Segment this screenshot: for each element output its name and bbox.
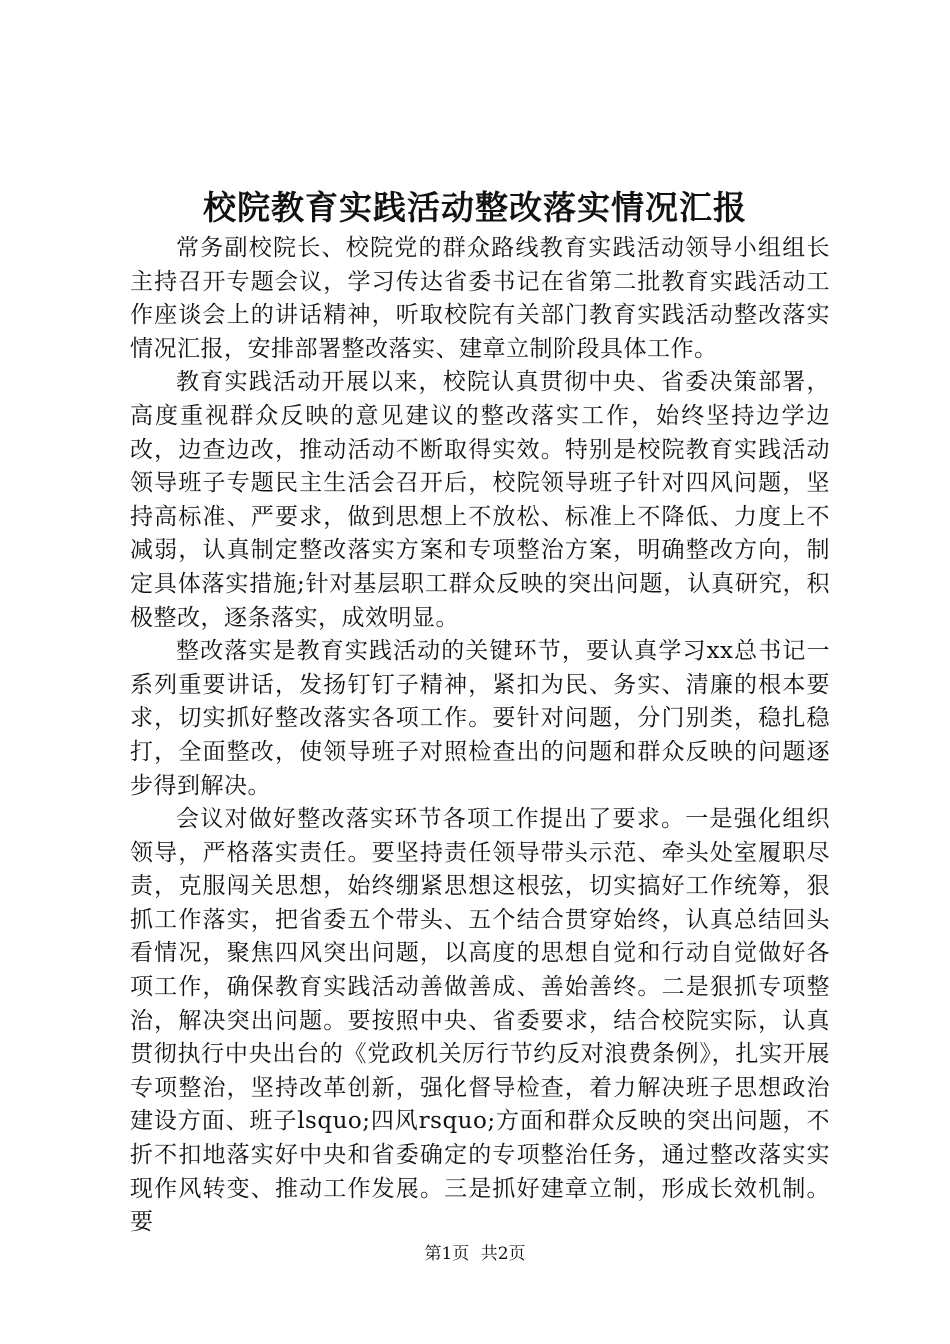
document-body <box>130 232 830 1240</box>
document-title: 校院教育实践活动整改落实情况汇报 <box>203 188 747 227</box>
page-footer <box>0 1242 950 1266</box>
page-number-current: 第1页 <box>424 1244 470 1264</box>
paragraph: 整改落实是教育实践活动的关键环节，要认真学习xx总书记一系列重要讲话，发扬钉钉子精神，紧扣为民、务实、清廉的根本要求，切实抓好整改落实各项工作。要针对问题，分门别类，稳扎稳打，全面整改，使领导班子对照检查出的问题和群众反映的问题逐步得到解决。 <box>130 638 830 799</box>
paragraph: 常务副校院长、校院党的群众路线教育实践活动领导小组组长主持召开专题会议，学习传达省委书记在省第二批教育实践活动工作座谈会上的讲话精神，听取校院有关部门教育实践活动整改落实情况汇报，安排部署整改落实、建章立制阶段具体工作。 <box>130 235 830 362</box>
page-number-total: 共2页 <box>480 1244 526 1264</box>
paragraph: 会议对做好整改落实环节各项工作提出了要求。一是强化组织领导，严格落实责任。要坚持责任领导带头示范、牵头处室履职尽责，克服闯关思想，始终绷紧思想这根弦，切实搞好工作统筹，狠抓工作落实，把省委五个带头、五个结合贯穿始终，认真总结回头看情况，聚焦四风突出问题，以高度的思想自觉和行动自觉做好各项工作，确保教育实践活动善做善成、善始善终。二是狠抓专项整治，解决突出问题。要按照中央、省委要求，结合校院实际，认真贯彻执行中央出台的《党政机关厉行节约反对浪费条例》，扎实开展专项整治，坚持改革创新，强化督导检查，着力解决班子思想政治建设方面、班子lsquo;四风rsquo;方面和群众反映的突出问题，不折不扣地落实好中央和省委确定的专项整治任务，通过整改落实实现作风转变、推动工作发展。三是抓好建章立制，形成长效机制。要 <box>130 806 830 1236</box>
paragraph: 教育实践活动开展以来，校院认真贯彻中央、省委决策部署，高度重视群众反映的意见建议的整改落实工作，始终坚持边学边改，边查边改，推动活动不断取得实效。特别是校院教育实践活动领导班子专题民主生活会召开后，校院领导班子针对四风问题，坚持高标准、严要求，做到思想上不放松、标准上不降低、力度上不减弱，认真制定整改落实方案和专项整治方案，明确整改方向，制定具体落实措施;针对基层职工群众反映的突出问题，认真研究，积极整改，逐条落实，成效明显。 <box>130 369 830 631</box>
